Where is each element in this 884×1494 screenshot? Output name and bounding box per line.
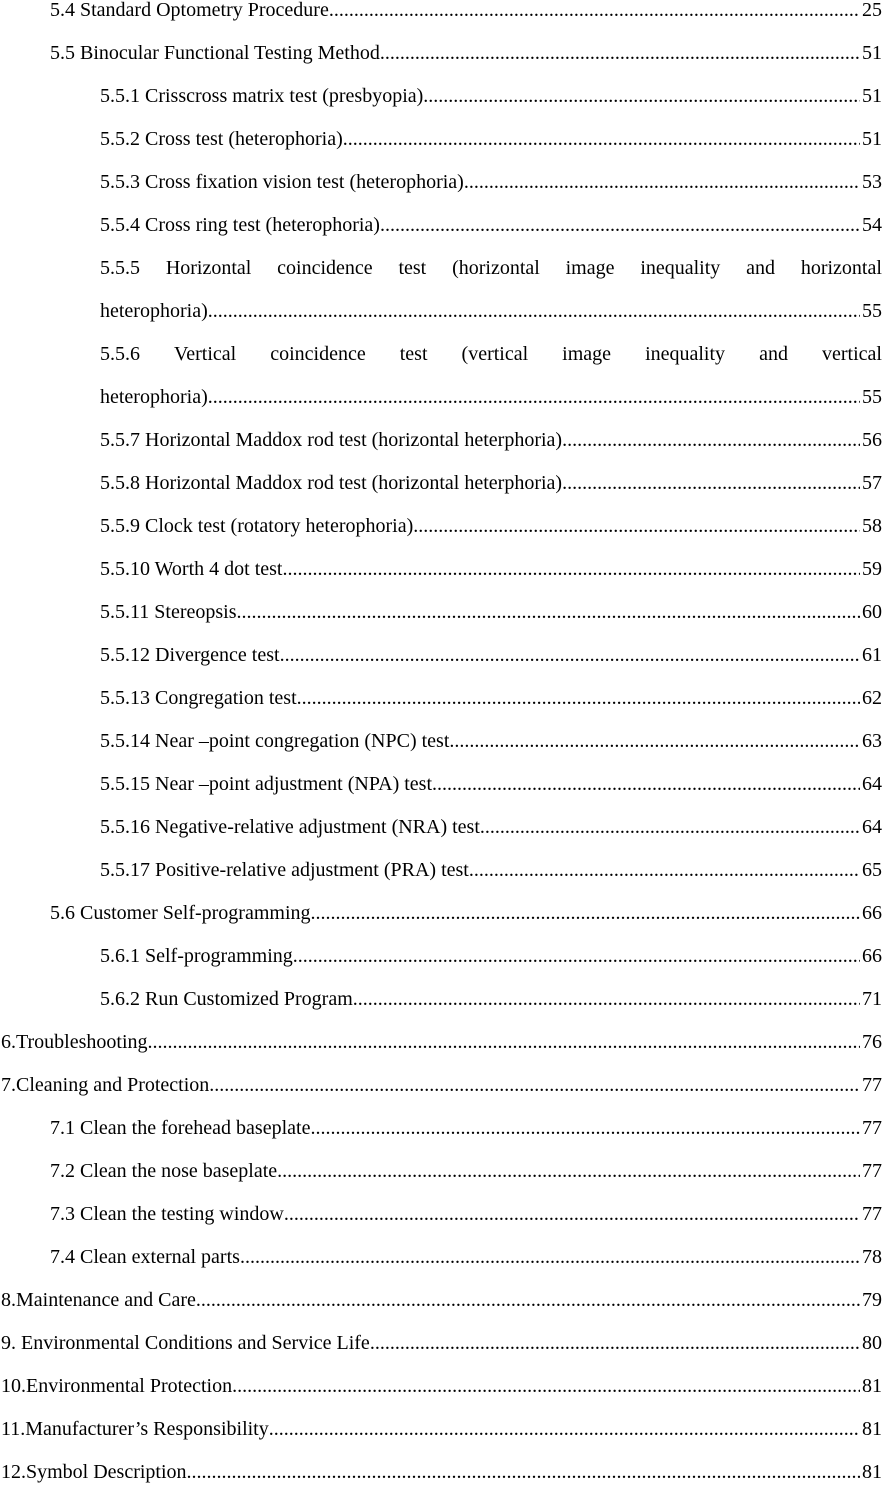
toc-entry[interactable] <box>1 1408 882 1451</box>
dot-leader <box>480 806 860 849</box>
title-word: vertical <box>821 343 882 365</box>
toc-entry-title: 5.5.1 Crisscross matrix test (presbyopia) <box>100 85 424 107</box>
title-word: (horizontal <box>452 257 540 279</box>
title-word: image <box>565 257 615 279</box>
title-word: (vertical <box>461 343 529 365</box>
toc-entry[interactable] <box>100 935 882 978</box>
dot-leader <box>432 763 860 806</box>
toc-entry-title: 5.5.9 Clock test (rotatory heterophoria) <box>100 515 414 537</box>
dot-leader <box>353 978 860 1021</box>
dot-leader <box>413 505 860 548</box>
toc-entry[interactable] <box>100 204 882 247</box>
toc-entry-title: 5.6.1 Self-programming <box>100 945 293 967</box>
dot-leader <box>269 1408 860 1451</box>
dot-leader <box>329 0 860 32</box>
toc-entry-page: 79 <box>862 1289 882 1311</box>
toc-entry-title: 5.5.3 Cross fixation vision test (heterophoria) <box>100 171 464 193</box>
toc-entry[interactable] <box>1 1021 882 1064</box>
dot-leader <box>311 892 860 935</box>
toc-entry-title: 5.5.2 Cross test (heterophoria) <box>100 128 343 150</box>
dot-leader <box>236 591 860 634</box>
dot-leader <box>380 204 860 247</box>
toc-entry[interactable] <box>50 1193 882 1236</box>
toc-entry-page: 65 <box>862 859 882 881</box>
dot-leader <box>196 1279 860 1322</box>
title-word: and <box>746 257 775 279</box>
toc-entry-wrapped[interactable] <box>100 247 882 290</box>
toc-entry-page: 81 <box>862 1418 882 1440</box>
toc-entry-title: 5.5.4 Cross ring test (heterophoria) <box>100 214 380 236</box>
toc-entry-title: 7.1 Clean the forehead baseplate <box>50 1117 311 1139</box>
dot-leader <box>310 1107 860 1150</box>
title-word: image <box>562 343 612 365</box>
toc-entry[interactable] <box>100 118 882 161</box>
toc-entry-page: 81 <box>862 1375 882 1397</box>
toc-entry-page: 71 <box>862 988 882 1010</box>
toc-entry[interactable] <box>100 505 882 548</box>
toc-entry-wrapped-line2[interactable] <box>100 290 882 333</box>
toc-entry-title: 5.5.15 Near –point adjustment (NPA) test <box>100 773 433 795</box>
toc-entry-page: 64 <box>862 773 882 795</box>
toc-entry-page: 56 <box>862 429 882 451</box>
toc-entry-title: heterophoria) <box>100 386 208 408</box>
dot-leader <box>232 1365 860 1408</box>
toc-entry[interactable] <box>100 806 882 849</box>
toc-entry[interactable] <box>1 1279 882 1322</box>
toc-entry-title: 12.Symbol Description <box>1 1461 187 1483</box>
toc-entry[interactable] <box>100 161 882 204</box>
toc-entry-title: 5.6 Customer Self-programming <box>50 902 311 924</box>
toc-entry-title: 5.5.13 Congregation test <box>100 687 297 709</box>
toc-entry-page: 61 <box>862 644 882 666</box>
toc-entry-title: 11.Manufacturer’s Responsibility <box>1 1418 269 1440</box>
toc-entry-page: 78 <box>862 1246 882 1268</box>
dot-leader <box>297 677 860 720</box>
toc-entry-title: 7.3 Clean the testing window <box>50 1203 284 1225</box>
toc-entry[interactable] <box>50 1236 882 1279</box>
dot-leader <box>280 634 860 677</box>
toc-entry-wrapped[interactable] <box>100 333 882 376</box>
toc-entry-page: 55 <box>862 300 882 322</box>
dot-leader <box>240 1236 860 1279</box>
dot-leader <box>370 1322 860 1365</box>
dot-leader <box>343 118 860 161</box>
toc-entry-page: 54 <box>862 214 882 236</box>
toc-entry-title: 5.4 Standard Optometry Procedure <box>50 0 329 21</box>
toc-entry-page: 77 <box>862 1203 882 1225</box>
toc-entry[interactable] <box>50 1150 882 1193</box>
dot-leader <box>277 1150 860 1193</box>
toc-entry[interactable] <box>100 677 882 720</box>
dot-leader <box>469 849 860 892</box>
toc-entry[interactable] <box>100 634 882 677</box>
toc-entry[interactable] <box>100 720 882 763</box>
dot-leader <box>449 720 860 763</box>
toc-entry-title-line1 <box>100 333 882 376</box>
toc-entry-title: 5.5.11 Stereopsis <box>100 601 237 623</box>
toc-entry-page: 66 <box>862 945 882 967</box>
toc-entry-page: 51 <box>862 128 882 150</box>
dot-leader <box>208 290 860 333</box>
title-word: and <box>759 343 788 365</box>
toc-entry-title: 8.Maintenance and Care <box>1 1289 196 1311</box>
dot-leader <box>423 75 860 118</box>
toc-entry[interactable] <box>100 978 882 1021</box>
title-word: 5.5.6 <box>100 343 140 365</box>
toc-entry-wrapped-line2[interactable] <box>100 376 882 419</box>
toc-entry-page: 76 <box>862 1031 882 1053</box>
toc-entry-title: 5.6.2 Run Customized Program <box>100 988 353 1010</box>
dot-leader <box>293 935 860 978</box>
toc-entry[interactable] <box>50 0 882 32</box>
toc-entry-page: 25 <box>862 0 882 21</box>
toc-entry[interactable] <box>100 548 882 591</box>
toc-entry[interactable] <box>50 1107 882 1150</box>
title-word: Vertical <box>174 343 237 365</box>
toc-entry-title: 5.5.17 Positive-relative adjustment (PRA) test <box>100 859 469 881</box>
toc-entry-page: 51 <box>862 85 882 107</box>
toc-entry-page: 81 <box>862 1461 882 1483</box>
toc-entry[interactable] <box>100 849 882 892</box>
title-word: inequality <box>640 257 721 279</box>
toc-entry-page: 53 <box>862 171 882 193</box>
toc-entry-title: 5.5 Binocular Functional Testing Method <box>50 42 380 64</box>
toc-entry-title: 7.2 Clean the nose baseplate <box>50 1160 278 1182</box>
toc-entry[interactable] <box>100 75 882 118</box>
title-word: inequality <box>645 343 726 365</box>
toc-entry-title: 5.5.12 Divergence test <box>100 644 280 666</box>
toc-entry[interactable] <box>50 892 882 935</box>
toc-entry[interactable] <box>1 1322 882 1365</box>
dot-leader <box>284 1193 860 1236</box>
toc-entry[interactable] <box>100 462 882 505</box>
toc-entry-page: 77 <box>862 1074 882 1096</box>
toc-entry-page: 77 <box>862 1160 882 1182</box>
title-word: Horizontal <box>165 257 252 279</box>
title-word: test <box>398 257 427 279</box>
toc-entry-title: 6.Troubleshooting <box>1 1031 148 1053</box>
toc-entry-title: 5.5.14 Near –point congregation (NPC) test <box>100 730 450 752</box>
toc-entry-page: 59 <box>862 558 882 580</box>
title-word: test <box>399 343 428 365</box>
toc-entry[interactable] <box>1 1365 882 1408</box>
toc-entry-page: 58 <box>862 515 882 537</box>
toc-entry-page: 55 <box>862 386 882 408</box>
toc-entry-title: 5.5.8 Horizontal Maddox rod test (horizontal heterphoria) <box>100 472 563 494</box>
dot-leader <box>562 419 860 462</box>
toc-entry-page: 60 <box>862 601 882 623</box>
title-word: horizontal <box>800 257 882 279</box>
toc-entry-title: 10.Environmental Protection <box>1 1375 233 1397</box>
toc-entry[interactable] <box>100 419 882 462</box>
toc-entry-page: 77 <box>862 1117 882 1139</box>
toc-entry-page: 57 <box>862 472 882 494</box>
toc-entry[interactable] <box>50 32 882 75</box>
toc-entry[interactable] <box>100 763 882 806</box>
toc-entry[interactable] <box>100 591 882 634</box>
toc-entry-title: 9. Environmental Conditions and Service Life <box>1 1332 370 1354</box>
dot-leader <box>282 548 860 591</box>
toc-entry-page: 66 <box>862 902 882 924</box>
toc-entry-page: 51 <box>862 42 882 64</box>
dot-leader <box>464 161 860 204</box>
title-word: coincidence <box>277 257 373 279</box>
toc-entry-title: 5.5.7 Horizontal Maddox rod test (horizontal heterphoria) <box>100 429 563 451</box>
dot-leader <box>208 376 860 419</box>
dot-leader <box>380 32 860 75</box>
toc-entry-title: 5.5.16 Negative-relative adjustment (NRA) test <box>100 816 480 838</box>
dot-leader <box>562 462 860 505</box>
title-word: coincidence <box>270 343 366 365</box>
dot-leader <box>209 1064 860 1107</box>
toc-entry-title: 5.5.10 Worth 4 dot test <box>100 558 283 580</box>
toc-entry[interactable] <box>1 1064 882 1107</box>
toc-entry-page: 62 <box>862 687 882 709</box>
toc-entry-title: heterophoria) <box>100 300 208 322</box>
toc-entry-page: 64 <box>862 816 882 838</box>
toc-entry-title: 7.4 Clean external parts <box>50 1246 240 1268</box>
toc-entry-page: 63 <box>862 730 882 752</box>
toc-entry-title-line1 <box>100 247 882 290</box>
title-word: 5.5.5 <box>100 257 140 279</box>
dot-leader <box>148 1021 860 1064</box>
toc-entry-title: 7.Cleaning and Protection <box>1 1074 210 1096</box>
toc-entry-page: 80 <box>862 1332 882 1354</box>
